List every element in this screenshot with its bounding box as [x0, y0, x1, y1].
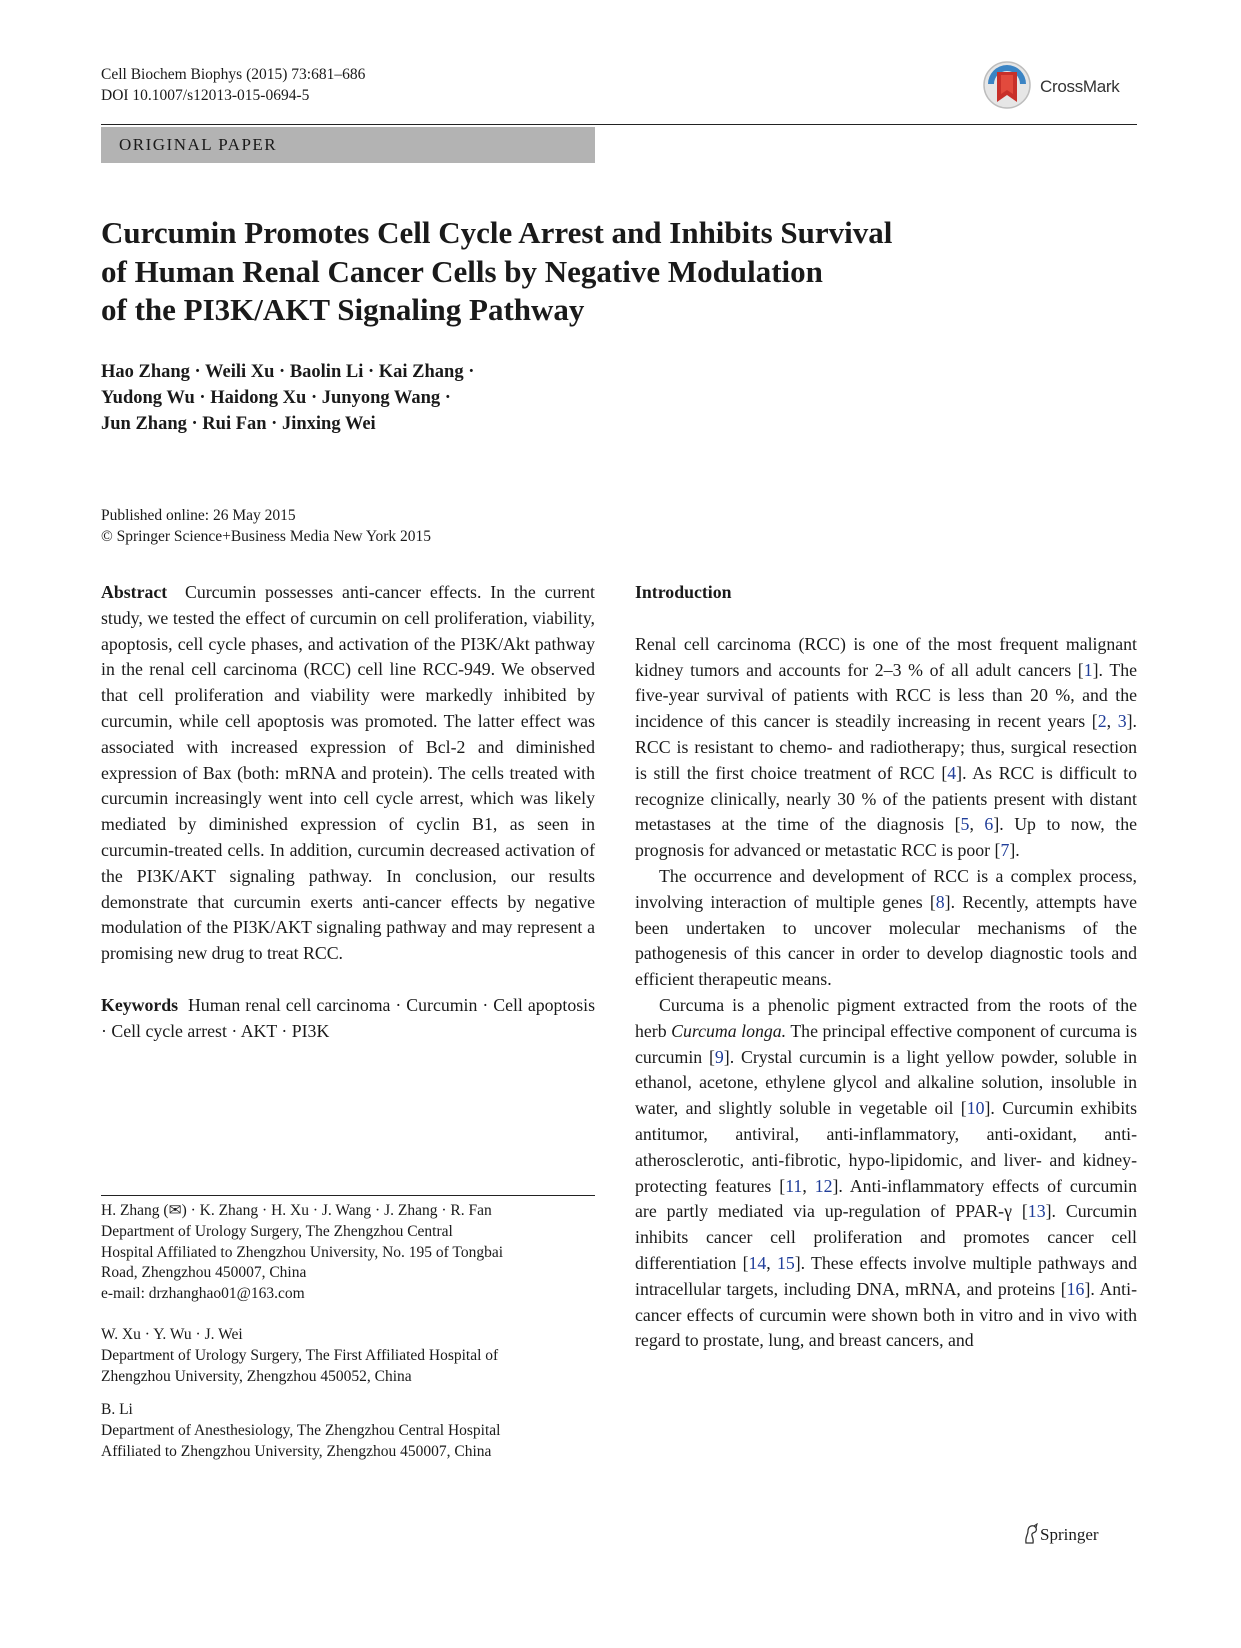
text-run: ,: [1106, 711, 1118, 732]
journal-info: [101, 64, 365, 106]
author-line: Yudong Wu · Haidong Xu · Junyong Wang ·: [101, 388, 451, 408]
citation-link[interactable]: 1: [1083, 659, 1093, 680]
citation-link[interactable]: 9: [714, 1046, 724, 1067]
intro-paragraph-3: [635, 993, 1137, 1354]
affiliation-email[interactable]: e-mail: drzhanghao01@163.com: [101, 1285, 305, 1303]
text-run: ]. Curcumin exhibits antitumor, antiviral, anti-inflammatory, anti-oxidant, anti-atherosclerotic, anti-fibrotic, hypo-lipidomic, and liver- and kidney-protecting features [: [635, 1098, 1137, 1196]
text-run: ]. Crystal curcumin is a light yellow powder, soluble in ethanol, acetone, ethylene glycol and alkaline solution, insoluble in water, and slightly soluble in vegetable oil [: [635, 1046, 1138, 1119]
affiliation-rule: [101, 1195, 595, 1196]
springer-horse-icon: [1022, 1523, 1040, 1545]
paper-type-band: [101, 127, 595, 163]
affiliation-line: Road, Zhengzhou 450007, China: [101, 1264, 307, 1282]
crossmark-badge[interactable]: [982, 60, 1137, 112]
text-run: ,: [969, 814, 985, 835]
citation-link[interactable]: 11: [785, 1175, 803, 1196]
text-run: Renal cell carcinoma (RCC) is one of the most frequent malignant kidney tumors and accounts for 2–3 % of all adult cancers [: [635, 633, 1137, 680]
text-run: ]. Recently, attempts have been undertaken to uncover molecular mechanisms of the pathogenesis of this cancer in order to develop diagnostic tools and efficient therapeutic means.: [635, 891, 1137, 990]
author-line: Jun Zhang · Rui Fan · Jinxing Wei: [101, 414, 376, 434]
text-run: ].: [1009, 840, 1020, 861]
crossmark-label: CrossMark: [1040, 77, 1120, 96]
journal-citation: Cell Biochem Biophys (2015) 73:681–686: [101, 66, 366, 83]
copyright: © Springer Science+Business Media New York 2015: [101, 528, 432, 545]
author-list: [101, 359, 801, 437]
abstract-label: Abstract: [101, 582, 168, 602]
citation-link[interactable]: 5: [960, 814, 970, 835]
keywords-label: Keywords: [101, 994, 179, 1015]
citation-link[interactable]: 6: [984, 814, 994, 835]
publisher-logo-text: Springer: [1040, 1525, 1099, 1544]
affiliation-block: [101, 1400, 595, 1462]
publication-info: [101, 505, 431, 547]
citation-link[interactable]: 16: [1066, 1278, 1085, 1299]
text-run: ,: [802, 1175, 815, 1196]
affiliation-names: H. Zhang (✉) · K. Zhang · H. Xu · J. Wang · J. Zhang · R. Fan: [101, 1202, 492, 1219]
citation-link[interactable]: 10: [966, 1098, 985, 1119]
abstract-text: Curcumin possesses anti-cancer effects. In the current study, we tested the effect of curcumin on cell proliferation, viability, apoptosis, cell cycle phases, and activation of the PI3K/Akt pathway in the renal cell carcinoma (RCC) cell line RCC-949. We observed that cell proliferation and viability were markedly inhibited by curcumin, while cell apoptosis was promoted. The latter effect was associated with increased expression of Bcl-2 and diminished expression of Bax (both: mRNA and protein). The cells treated with curcumin increasingly went into cell cycle arrest, which was likely mediated by diminished expression of cyclin B1, as seen in curcumin-treated cells. In addition, curcumin decreased activation of the PI3K/AKT signaling pathway. In conclusion, our results demonstrate that curcumin exerts anti-cancer effects by negative modulation of the PI3K/AKT signaling pathway and may represent a promising new drug to treat RCC.: [101, 582, 595, 964]
citation-link[interactable]: 8: [935, 891, 945, 912]
section-heading-introduction: Introduction: [635, 582, 732, 602]
affiliation-block: [101, 1325, 595, 1387]
published-date: Published online: 26 May 2015: [101, 507, 296, 524]
affiliation-line: Zhengzhou University, Zhengzhou 450052, China: [101, 1367, 412, 1385]
paper-type-label: ORIGINAL PAPER: [119, 135, 278, 154]
citation-link[interactable]: 12: [814, 1175, 833, 1196]
left-column: [101, 580, 595, 1045]
header-rule: [101, 124, 1137, 125]
affiliation-block: [101, 1201, 595, 1305]
keywords: [101, 993, 595, 1045]
title-line: of Human Renal Cancer Cells by Negative Modulation: [101, 253, 823, 289]
citation-link[interactable]: 13: [1027, 1201, 1046, 1222]
citation-link[interactable]: 15: [776, 1252, 795, 1273]
text-run: ]. The five-year survival of patients with RCC is less than 20 %, and the incidence of this cancer is steadily increasing in recent years [: [635, 659, 1137, 732]
right-column: [635, 580, 1137, 1354]
citation-link[interactable]: 14: [748, 1252, 767, 1273]
citation-link[interactable]: 4: [947, 762, 957, 783]
text-run: The principal effective component of curcuma is curcumin [: [635, 1020, 1138, 1067]
text-run: ]. Curcumin inhibits cancer cell proliferation and promotes cancer cell differentiation [: [635, 1201, 1137, 1273]
citation-link[interactable]: 7: [1000, 840, 1010, 861]
abstract: [101, 580, 595, 967]
affiliation-line: Affiliated to Zhengzhou University, Zhengzhou 450007, China: [101, 1442, 492, 1460]
paper-title: [101, 214, 1051, 330]
keywords-text: Human renal cell carcinoma · Curcumin · Cell apoptosis · Cell cycle arrest · AKT · PI3K: [101, 994, 595, 1041]
text-run: The occurrence and development of RCC is a complex process, involving interaction of multiple genes [: [635, 865, 1137, 912]
text-run: ]. These effects involve multiple pathways and intracellular targets, including DNA, mRNA, and proteins [: [635, 1252, 1137, 1299]
text-run: ]. Anti-cancer effects of curcumin were shown both in vitro and in vivo with regard to prostate, lung, and breast cancers, and: [635, 1278, 1137, 1351]
affiliation-line: Department of Anesthesiology, The Zhengzhou Central Hospital: [101, 1421, 501, 1439]
affiliation-line: Hospital Affiliated to Zhengzhou University, No. 195 of Tongbai: [101, 1243, 504, 1261]
text-run: ]. Anti-inflammatory effects of curcumin are partly mediated via up-regulation of PPAR-γ [: [635, 1175, 1138, 1222]
citation-link[interactable]: 3: [1117, 711, 1127, 732]
affiliation-line: Department of Urology Surgery, The First Affiliated Hospital of: [101, 1346, 499, 1364]
intro-paragraph-1: [635, 632, 1137, 864]
citation-link[interactable]: 2: [1097, 711, 1107, 732]
affiliation-names: B. Li: [101, 1401, 133, 1418]
text-run: ,: [766, 1252, 777, 1273]
affiliation-names: W. Xu · Y. Wu · J. Wei: [101, 1326, 243, 1343]
crossmark-icon: [982, 60, 1032, 110]
intro-paragraph-2: [635, 864, 1137, 993]
title-line: of the PI3K/AKT Signaling Pathway: [101, 292, 585, 327]
affiliation-line: Department of Urology Surgery, The Zhengzhou Central: [101, 1222, 453, 1240]
text-run: ]. RCC is resistant to chemo- and radiotherapy; thus, surgical resection is still the first choice treatment of RCC [: [635, 711, 1138, 783]
doi[interactable]: DOI 10.1007/s12013-015-0694-5: [101, 87, 310, 104]
text-run: Curcuma is a phenolic pigment extracted from the roots of the herb: [635, 994, 1137, 1041]
text-run: ]. As RCC is difficult to recognize clinically, nearly 30 % of the patients present with distant metastases at the time of the diagnosis [: [635, 762, 1137, 835]
text-run: ]. Up to now, the prognosis for advanced or metastatic RCC is poor [: [635, 814, 1137, 861]
author-line: Hao Zhang · Weili Xu · Baolin Li · Kai Zhang ·: [101, 362, 475, 382]
species-name: Curcuma longa.: [671, 1020, 787, 1041]
title-line: Curcumin Promotes Cell Cycle Arrest and Inhibits Survival: [101, 215, 893, 250]
